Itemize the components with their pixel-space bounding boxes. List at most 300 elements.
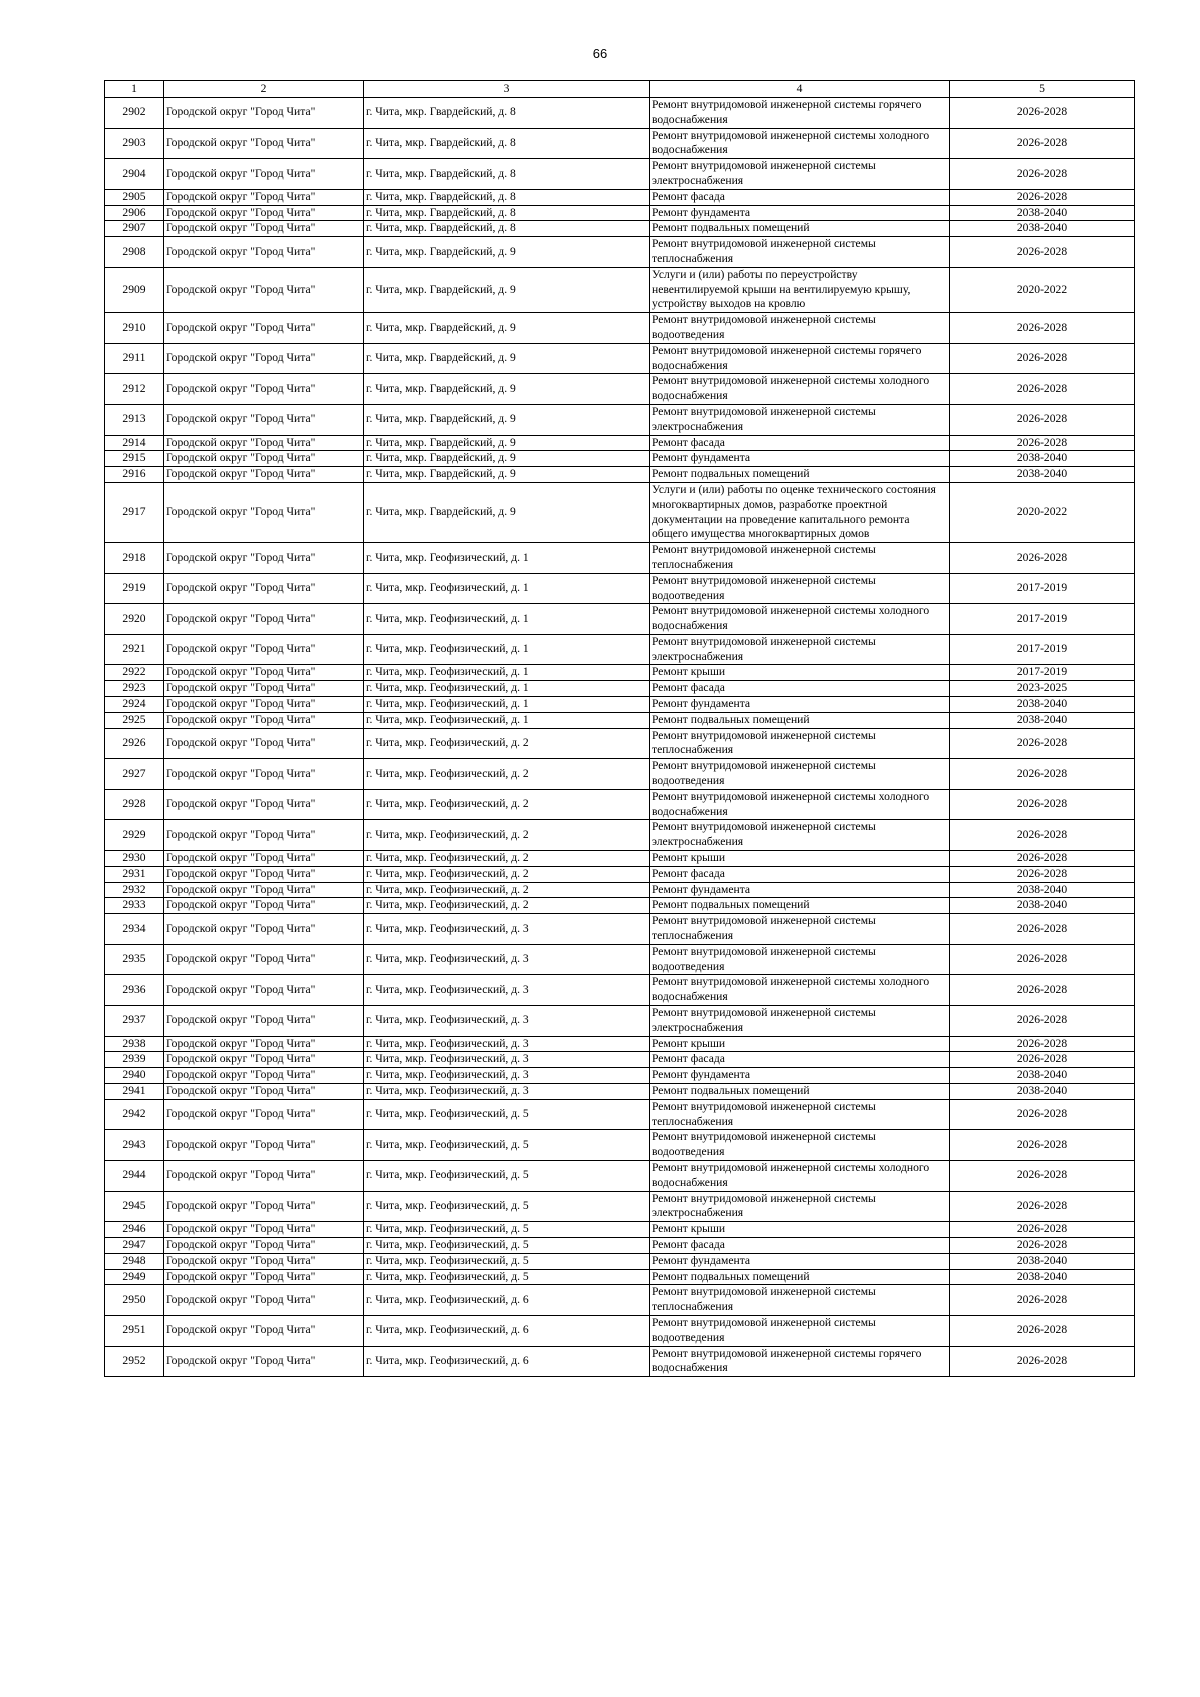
row-number: 2905 (105, 189, 164, 205)
table-row (105, 944, 1135, 975)
period-cell: 2026-2028 (950, 128, 1135, 159)
row-number: 2946 (105, 1222, 164, 1238)
work-type-cell: Ремонт фундамента (650, 882, 950, 898)
address-cell: г. Чита, мкр. Геофизический, д. 2 (364, 759, 650, 790)
address-cell: г. Чита, мкр. Геофизический, д. 3 (364, 1068, 650, 1084)
address-cell: г. Чита, мкр. Гвардейский, д. 8 (364, 98, 650, 129)
period-cell: 2026-2028 (950, 1099, 1135, 1130)
address-cell: г. Чита, мкр. Гвардейский, д. 8 (364, 205, 650, 221)
municipality-cell: Городской округ "Город Чита" (164, 1191, 364, 1222)
municipality-cell: Городской округ "Город Чита" (164, 789, 364, 820)
address-cell: г. Чита, мкр. Геофизический, д. 1 (364, 543, 650, 574)
period-cell: 2026-2028 (950, 975, 1135, 1006)
municipality-cell: Городской округ "Город Чита" (164, 975, 364, 1006)
table-row (105, 898, 1135, 914)
row-number: 2930 (105, 851, 164, 867)
row-number: 2939 (105, 1052, 164, 1068)
table-row (105, 1068, 1135, 1084)
table-row (105, 1222, 1135, 1238)
work-type-cell: Ремонт внутридомовой инженерной системы холодного водоснабжения (650, 975, 950, 1006)
row-number: 2947 (105, 1237, 164, 1253)
table-row (105, 1160, 1135, 1191)
address-cell: г. Чита, мкр. Геофизический, д. 5 (364, 1099, 650, 1130)
address-cell: г. Чита, мкр. Гвардейский, д. 8 (364, 221, 650, 237)
row-number: 2911 (105, 343, 164, 374)
municipality-cell: Городской округ "Город Чита" (164, 1084, 364, 1100)
period-cell: 2026-2028 (950, 404, 1135, 435)
work-type-cell: Ремонт крыши (650, 1222, 950, 1238)
address-cell: г. Чита, мкр. Геофизический, д. 5 (364, 1130, 650, 1161)
period-cell: 2026-2028 (950, 759, 1135, 790)
table-row (105, 1084, 1135, 1100)
work-type-cell: Ремонт фасада (650, 866, 950, 882)
address-cell: г. Чита, мкр. Геофизический, д. 6 (364, 1346, 650, 1377)
work-type-cell: Ремонт фундамента (650, 451, 950, 467)
work-type-cell: Ремонт внутридомовой инженерной системы электроснабжения (650, 159, 950, 190)
municipality-cell: Городской округ "Город Чита" (164, 313, 364, 344)
row-number: 2950 (105, 1285, 164, 1316)
municipality-cell: Городской округ "Город Чита" (164, 697, 364, 713)
municipality-cell: Городской округ "Город Чита" (164, 221, 364, 237)
table-row (105, 665, 1135, 681)
table-body (105, 98, 1135, 1377)
address-cell: г. Чита, мкр. Геофизический, д. 3 (364, 1084, 650, 1100)
table-row (105, 404, 1135, 435)
period-cell: 2038-2040 (950, 882, 1135, 898)
address-cell: г. Чита, мкр. Геофизический, д. 6 (364, 1285, 650, 1316)
table-row (105, 1237, 1135, 1253)
row-number: 2944 (105, 1160, 164, 1191)
work-type-cell: Ремонт фасада (650, 681, 950, 697)
municipality-cell: Городской округ "Город Чита" (164, 944, 364, 975)
header-col-2: 2 (164, 81, 364, 98)
work-type-cell: Ремонт внутридомовой инженерной системы электроснабжения (650, 404, 950, 435)
address-cell: г. Чита, мкр. Геофизический, д. 2 (364, 728, 650, 759)
address-cell: г. Чита, мкр. Гвардейский, д. 9 (364, 435, 650, 451)
work-type-cell: Ремонт крыши (650, 665, 950, 681)
work-type-cell: Ремонт внутридомовой инженерной системы теплоснабжения (650, 543, 950, 574)
address-cell: г. Чита, мкр. Геофизический, д. 3 (364, 1052, 650, 1068)
address-cell: г. Чита, мкр. Геофизический, д. 3 (364, 975, 650, 1006)
period-cell: 2026-2028 (950, 374, 1135, 405)
work-type-cell: Ремонт внутридомовой инженерной системы электроснабжения (650, 634, 950, 665)
municipality-cell: Городской округ "Город Чита" (164, 98, 364, 129)
table-row (105, 759, 1135, 790)
work-type-cell: Ремонт фундамента (650, 1068, 950, 1084)
table-row (105, 159, 1135, 190)
period-cell: 2026-2028 (950, 343, 1135, 374)
row-number: 2922 (105, 665, 164, 681)
row-number: 2942 (105, 1099, 164, 1130)
table-row (105, 128, 1135, 159)
row-number: 2932 (105, 882, 164, 898)
municipality-cell: Городской округ "Город Чита" (164, 914, 364, 945)
address-cell: г. Чита, мкр. Геофизический, д. 5 (364, 1269, 650, 1285)
table-row (105, 1253, 1135, 1269)
period-cell: 2038-2040 (950, 221, 1135, 237)
table-row (105, 1315, 1135, 1346)
work-type-cell: Ремонт внутридомовой инженерной системы теплоснабжения (650, 1285, 950, 1316)
municipality-cell: Городской округ "Город Чита" (164, 159, 364, 190)
municipality-cell: Городской округ "Город Чита" (164, 573, 364, 604)
row-number: 2936 (105, 975, 164, 1006)
address-cell: г. Чита, мкр. Геофизический, д. 2 (364, 851, 650, 867)
table-row (105, 1036, 1135, 1052)
period-cell: 2026-2028 (950, 1130, 1135, 1161)
work-type-cell: Ремонт подвальных помещений (650, 712, 950, 728)
period-cell: 2038-2040 (950, 712, 1135, 728)
row-number: 2928 (105, 789, 164, 820)
municipality-cell: Городской округ "Город Чита" (164, 882, 364, 898)
row-number: 2925 (105, 712, 164, 728)
address-cell: г. Чита, мкр. Геофизический, д. 2 (364, 789, 650, 820)
row-number: 2921 (105, 634, 164, 665)
address-cell: г. Чита, мкр. Геофизический, д. 2 (364, 820, 650, 851)
address-cell: г. Чита, мкр. Геофизический, д. 5 (364, 1237, 650, 1253)
capital-repair-table (104, 80, 1135, 1377)
work-type-cell: Ремонт фасада (650, 435, 950, 451)
period-cell: 2017-2019 (950, 634, 1135, 665)
municipality-cell: Городской округ "Город Чита" (164, 851, 364, 867)
work-type-cell: Ремонт фасада (650, 1052, 950, 1068)
row-number: 2948 (105, 1253, 164, 1269)
period-cell: 2026-2028 (950, 237, 1135, 268)
row-number: 2941 (105, 1084, 164, 1100)
municipality-cell: Городской округ "Город Чита" (164, 435, 364, 451)
municipality-cell: Городской округ "Город Чита" (164, 712, 364, 728)
table-row (105, 697, 1135, 713)
row-number: 2952 (105, 1346, 164, 1377)
row-number: 2935 (105, 944, 164, 975)
address-cell: г. Чита, мкр. Геофизический, д. 2 (364, 898, 650, 914)
municipality-cell: Городской округ "Город Чита" (164, 1269, 364, 1285)
municipality-cell: Городской округ "Город Чита" (164, 1285, 364, 1316)
address-cell: г. Чита, мкр. Геофизический, д. 1 (364, 604, 650, 635)
period-cell: 2026-2028 (950, 543, 1135, 574)
row-number: 2938 (105, 1036, 164, 1052)
table-row (105, 1285, 1135, 1316)
work-type-cell: Ремонт внутридомовой инженерной системы электроснабжения (650, 820, 950, 851)
work-type-cell: Ремонт подвальных помещений (650, 898, 950, 914)
row-number: 2926 (105, 728, 164, 759)
work-type-cell: Ремонт внутридомовой инженерной системы холодного водоснабжения (650, 789, 950, 820)
period-cell: 2023-2025 (950, 681, 1135, 697)
table-row (105, 1130, 1135, 1161)
work-type-cell: Ремонт внутридомовой инженерной системы горячего водоснабжения (650, 98, 950, 129)
work-type-cell: Ремонт подвальных помещений (650, 467, 950, 483)
period-cell: 2026-2028 (950, 914, 1135, 945)
address-cell: г. Чита, мкр. Геофизический, д. 1 (364, 665, 650, 681)
row-number: 2940 (105, 1068, 164, 1084)
table-row (105, 914, 1135, 945)
row-number: 2914 (105, 435, 164, 451)
municipality-cell: Городской округ "Город Чита" (164, 1315, 364, 1346)
address-cell: г. Чита, мкр. Гвардейский, д. 9 (364, 374, 650, 405)
period-cell: 2026-2028 (950, 1285, 1135, 1316)
period-cell: 2026-2028 (950, 944, 1135, 975)
municipality-cell: Городской округ "Город Чита" (164, 665, 364, 681)
row-number: 2902 (105, 98, 164, 129)
work-type-cell: Услуги и (или) работы по переустройству невентилируемой крыши на вентилируемую крышу, устройству выходов на кровлю (650, 267, 950, 312)
work-type-cell: Ремонт внутридомовой инженерной системы горячего водоснабжения (650, 343, 950, 374)
municipality-cell: Городской округ "Город Чита" (164, 482, 364, 542)
address-cell: г. Чита, мкр. Геофизический, д. 3 (364, 1036, 650, 1052)
header-row (105, 81, 1135, 98)
row-number: 2909 (105, 267, 164, 312)
municipality-cell: Городской округ "Город Чита" (164, 681, 364, 697)
municipality-cell: Городской округ "Город Чита" (164, 1346, 364, 1377)
address-cell: г. Чита, мкр. Геофизический, д. 1 (364, 634, 650, 665)
address-cell: г. Чита, мкр. Гвардейский, д. 9 (364, 467, 650, 483)
address-cell: г. Чита, мкр. Гвардейский, д. 9 (364, 404, 650, 435)
work-type-cell: Ремонт крыши (650, 1036, 950, 1052)
table-row (105, 604, 1135, 635)
municipality-cell: Городской округ "Город Чита" (164, 1222, 364, 1238)
work-type-cell: Ремонт фундамента (650, 697, 950, 713)
row-number: 2912 (105, 374, 164, 405)
address-cell: г. Чита, мкр. Гвардейский, д. 9 (364, 267, 650, 312)
table-row (105, 789, 1135, 820)
address-cell: г. Чита, мкр. Гвардейский, д. 9 (364, 343, 650, 374)
row-number: 2934 (105, 914, 164, 945)
table-row (105, 1346, 1135, 1377)
table-row (105, 728, 1135, 759)
municipality-cell: Городской округ "Город Чита" (164, 1068, 364, 1084)
period-cell: 2026-2028 (950, 1346, 1135, 1377)
address-cell: г. Чита, мкр. Гвардейский, д. 8 (364, 189, 650, 205)
period-cell: 2026-2028 (950, 1006, 1135, 1037)
row-number: 2917 (105, 482, 164, 542)
address-cell: г. Чита, мкр. Геофизический, д. 3 (364, 914, 650, 945)
work-type-cell: Ремонт внутридомовой инженерной системы водоотведения (650, 1315, 950, 1346)
period-cell: 2026-2028 (950, 189, 1135, 205)
table-row (105, 1006, 1135, 1037)
work-type-cell: Ремонт внутридомовой инженерной системы холодного водоснабжения (650, 128, 950, 159)
address-cell: г. Чита, мкр. Геофизический, д. 5 (364, 1222, 650, 1238)
period-cell: 2026-2028 (950, 728, 1135, 759)
municipality-cell: Городской округ "Город Чита" (164, 898, 364, 914)
period-cell: 2026-2028 (950, 435, 1135, 451)
row-number: 2919 (105, 573, 164, 604)
row-number: 2924 (105, 697, 164, 713)
municipality-cell: Городской округ "Город Чита" (164, 1237, 364, 1253)
period-cell: 2020-2022 (950, 482, 1135, 542)
address-cell: г. Чита, мкр. Гвардейский, д. 9 (364, 451, 650, 467)
municipality-cell: Городской округ "Город Чита" (164, 1052, 364, 1068)
period-cell: 2038-2040 (950, 467, 1135, 483)
row-number: 2913 (105, 404, 164, 435)
period-cell: 2026-2028 (950, 159, 1135, 190)
table-row (105, 866, 1135, 882)
table-row (105, 1269, 1135, 1285)
work-type-cell: Ремонт внутридомовой инженерной системы водоотведения (650, 313, 950, 344)
row-number: 2904 (105, 159, 164, 190)
municipality-cell: Городской округ "Город Чита" (164, 1099, 364, 1130)
municipality-cell: Городской округ "Город Чита" (164, 604, 364, 635)
municipality-cell: Городской округ "Город Чита" (164, 128, 364, 159)
address-cell: г. Чита, мкр. Геофизический, д. 1 (364, 573, 650, 604)
work-type-cell: Ремонт внутридомовой инженерной системы теплоснабжения (650, 1099, 950, 1130)
address-cell: г. Чита, мкр. Геофизический, д. 2 (364, 866, 650, 882)
row-number: 2918 (105, 543, 164, 574)
header-col-3: 3 (364, 81, 650, 98)
work-type-cell: Услуги и (или) работы по оценке технического состояния многоквартирных домов, разработке проектной документации на проведение капитального ремонта общего имущества многоквартирных домов (650, 482, 950, 542)
row-number: 2906 (105, 205, 164, 221)
municipality-cell: Городской округ "Город Чита" (164, 820, 364, 851)
period-cell: 2038-2040 (950, 1068, 1135, 1084)
work-type-cell: Ремонт внутридомовой инженерной системы водоотведения (650, 1130, 950, 1161)
address-cell: г. Чита, мкр. Гвардейский, д. 9 (364, 482, 650, 542)
work-type-cell: Ремонт внутридомовой инженерной системы электроснабжения (650, 1006, 950, 1037)
row-number: 2907 (105, 221, 164, 237)
row-number: 2929 (105, 820, 164, 851)
row-number: 2949 (105, 1269, 164, 1285)
work-type-cell: Ремонт внутридомовой инженерной системы водоотведения (650, 573, 950, 604)
period-cell: 2017-2019 (950, 604, 1135, 635)
row-number: 2916 (105, 467, 164, 483)
row-number: 2908 (105, 237, 164, 268)
period-cell: 2026-2028 (950, 851, 1135, 867)
work-type-cell: Ремонт внутридомовой инженерной системы электроснабжения (650, 1191, 950, 1222)
municipality-cell: Городской округ "Город Чита" (164, 404, 364, 435)
period-cell: 2026-2028 (950, 1036, 1135, 1052)
table-row (105, 975, 1135, 1006)
municipality-cell: Городской округ "Город Чита" (164, 1130, 364, 1161)
row-number: 2937 (105, 1006, 164, 1037)
table-row (105, 681, 1135, 697)
work-type-cell: Ремонт фундамента (650, 1253, 950, 1269)
period-cell: 2026-2028 (950, 1191, 1135, 1222)
address-cell: г. Чита, мкр. Геофизический, д. 5 (364, 1253, 650, 1269)
period-cell: 2038-2040 (950, 1253, 1135, 1269)
municipality-cell: Городской округ "Город Чита" (164, 543, 364, 574)
municipality-cell: Городской округ "Город Чита" (164, 267, 364, 312)
table-row (105, 451, 1135, 467)
municipality-cell: Городской округ "Город Чита" (164, 343, 364, 374)
address-cell: г. Чита, мкр. Гвардейский, д. 8 (364, 128, 650, 159)
address-cell: г. Чита, мкр. Геофизический, д. 3 (364, 1006, 650, 1037)
municipality-cell: Городской округ "Город Чита" (164, 1160, 364, 1191)
period-cell: 2017-2019 (950, 573, 1135, 604)
period-cell: 2026-2028 (950, 1160, 1135, 1191)
row-number: 2943 (105, 1130, 164, 1161)
row-number: 2933 (105, 898, 164, 914)
municipality-cell: Городской округ "Город Чита" (164, 1253, 364, 1269)
period-cell: 2026-2028 (950, 98, 1135, 129)
table-row (105, 98, 1135, 129)
table-row (105, 221, 1135, 237)
work-type-cell: Ремонт внутридомовой инженерной системы холодного водоснабжения (650, 604, 950, 635)
table-row (105, 205, 1135, 221)
table-row (105, 189, 1135, 205)
period-cell: 2020-2022 (950, 267, 1135, 312)
period-cell: 2026-2028 (950, 1315, 1135, 1346)
address-cell: г. Чита, мкр. Гвардейский, д. 8 (364, 159, 650, 190)
table-row (105, 573, 1135, 604)
table-row (105, 267, 1135, 312)
address-cell: г. Чита, мкр. Геофизический, д. 1 (364, 697, 650, 713)
table-row (105, 634, 1135, 665)
municipality-cell: Городской округ "Город Чита" (164, 759, 364, 790)
work-type-cell: Ремонт внутридомовой инженерной системы теплоснабжения (650, 728, 950, 759)
municipality-cell: Городской округ "Город Чита" (164, 467, 364, 483)
work-type-cell: Ремонт внутридомовой инженерной системы теплоснабжения (650, 237, 950, 268)
municipality-cell: Городской округ "Город Чита" (164, 374, 364, 405)
address-cell: г. Чита, мкр. Гвардейский, д. 9 (364, 313, 650, 344)
period-cell: 2026-2028 (950, 1222, 1135, 1238)
municipality-cell: Городской округ "Город Чита" (164, 205, 364, 221)
municipality-cell: Городской округ "Город Чита" (164, 1036, 364, 1052)
period-cell: 2017-2019 (950, 665, 1135, 681)
period-cell: 2038-2040 (950, 205, 1135, 221)
municipality-cell: Городской округ "Город Чита" (164, 634, 364, 665)
table-row (105, 237, 1135, 268)
table-row (105, 374, 1135, 405)
table-row (105, 482, 1135, 542)
period-cell: 2026-2028 (950, 789, 1135, 820)
address-cell: г. Чита, мкр. Геофизический, д. 3 (364, 944, 650, 975)
address-cell: г. Чита, мкр. Геофизический, д. 5 (364, 1191, 650, 1222)
table-row (105, 712, 1135, 728)
row-number: 2903 (105, 128, 164, 159)
table-row (105, 467, 1135, 483)
work-type-cell: Ремонт фасада (650, 189, 950, 205)
header-col-1: 1 (105, 81, 164, 98)
work-type-cell: Ремонт внутридомовой инженерной системы водоотведения (650, 759, 950, 790)
table-row (105, 1099, 1135, 1130)
table-row (105, 1052, 1135, 1068)
work-type-cell: Ремонт внутридомовой инженерной системы холодного водоснабжения (650, 1160, 950, 1191)
municipality-cell: Городской округ "Город Чита" (164, 189, 364, 205)
table-row (105, 820, 1135, 851)
work-type-cell: Ремонт подвальных помещений (650, 1084, 950, 1100)
work-type-cell: Ремонт подвальных помещений (650, 1269, 950, 1285)
table-row (105, 435, 1135, 451)
address-cell: г. Чита, мкр. Геофизический, д. 6 (364, 1315, 650, 1346)
address-cell: г. Чита, мкр. Гвардейский, д. 9 (364, 237, 650, 268)
table-row (105, 343, 1135, 374)
period-cell: 2026-2028 (950, 820, 1135, 851)
page-number: 66 (592, 46, 608, 61)
municipality-cell: Городской округ "Город Чита" (164, 1006, 364, 1037)
municipality-cell: Городской округ "Город Чита" (164, 728, 364, 759)
row-number: 2915 (105, 451, 164, 467)
work-type-cell: Ремонт фундамента (650, 205, 950, 221)
table-row (105, 882, 1135, 898)
address-cell: г. Чита, мкр. Геофизический, д. 1 (364, 712, 650, 728)
row-number: 2927 (105, 759, 164, 790)
table-row (105, 851, 1135, 867)
row-number: 2920 (105, 604, 164, 635)
address-cell: г. Чита, мкр. Геофизический, д. 5 (364, 1160, 650, 1191)
municipality-cell: Городской округ "Город Чита" (164, 451, 364, 467)
header-col-5: 5 (950, 81, 1135, 98)
row-number: 2923 (105, 681, 164, 697)
work-type-cell: Ремонт внутридомовой инженерной системы водоотведения (650, 944, 950, 975)
table-row (105, 543, 1135, 574)
period-cell: 2026-2028 (950, 1052, 1135, 1068)
row-number: 2951 (105, 1315, 164, 1346)
row-number: 2945 (105, 1191, 164, 1222)
table-row (105, 1191, 1135, 1222)
header-col-4: 4 (650, 81, 950, 98)
period-cell: 2038-2040 (950, 898, 1135, 914)
work-type-cell: Ремонт подвальных помещений (650, 221, 950, 237)
period-cell: 2026-2028 (950, 866, 1135, 882)
work-type-cell: Ремонт внутридомовой инженерной системы теплоснабжения (650, 914, 950, 945)
period-cell: 2038-2040 (950, 697, 1135, 713)
work-type-cell: Ремонт фасада (650, 1237, 950, 1253)
